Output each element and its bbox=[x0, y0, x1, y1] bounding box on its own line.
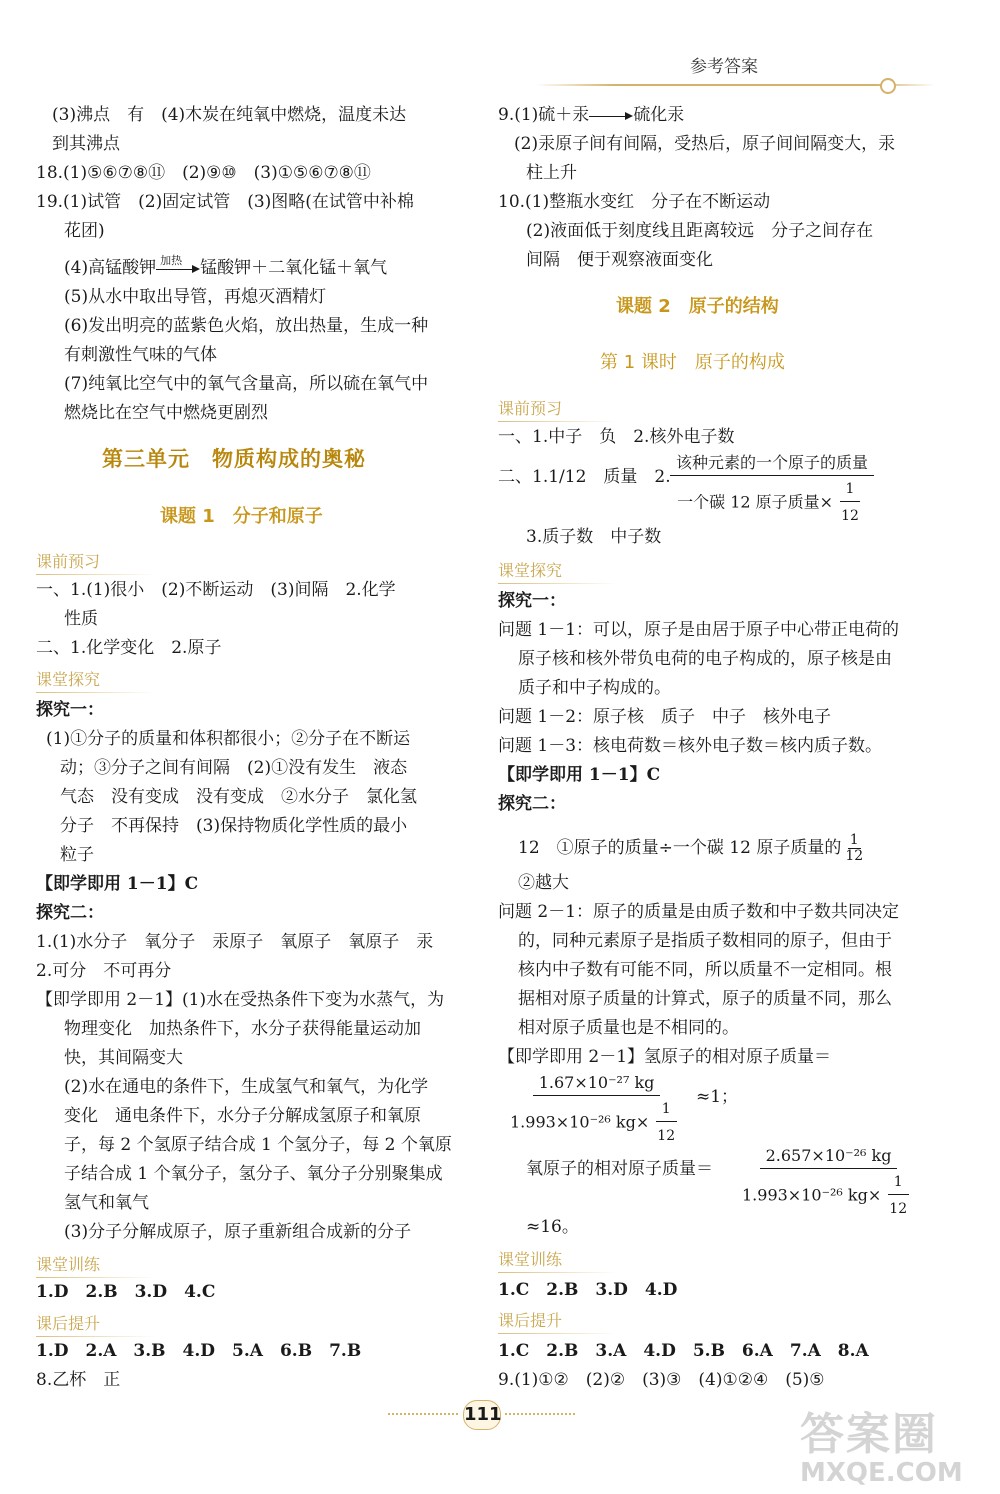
product: 硫化汞 bbox=[633, 105, 685, 125]
answer-line: 问题 1－1：可以，原子是由居于原子中心带正电荷的 bbox=[498, 620, 900, 640]
arrow-condition: 加热 bbox=[160, 253, 183, 267]
equation-line bbox=[64, 253, 388, 280]
explore-heading: 探究一： bbox=[498, 591, 566, 611]
answer-line: 18.(1)⑤⑥⑦⑧⑪ (2)⑨⑩ (3)①⑤⑥⑦⑧⑪ bbox=[36, 163, 371, 183]
section-label-train: 课堂训练 bbox=[36, 1255, 101, 1274]
answer-line: 二、1.1/12 质量 2. bbox=[498, 467, 671, 487]
answer-line: ②越大 bbox=[518, 873, 569, 893]
answer-line: 10.(1)整瓶水变红 分子在不断运动 bbox=[498, 192, 771, 212]
answer-line: (2)液面低于刻度线且距离较远 分子之间存在 bbox=[526, 221, 874, 241]
fraction-one-twelfth: $\frac{1}{12}$ bbox=[651, 1098, 681, 1148]
answer-line: 一、1.中子 负 2.核外电子数 bbox=[498, 427, 735, 447]
answer-line: 1.C 2.B 3.D 4.D bbox=[498, 1280, 678, 1300]
section-label-train: 课堂训练 bbox=[498, 1250, 563, 1269]
formula-denominator: 1.993×10⁻²⁶ kg× $\frac{1}{12}$ bbox=[504, 1096, 689, 1148]
section-divider bbox=[36, 574, 156, 575]
quick-use-answer: 【即学即用 1－1】C bbox=[36, 874, 199, 894]
products: 锰酸钾＋二氧化锰＋氧气 bbox=[200, 258, 388, 278]
formula-numerator: 该种元素的一个原子的质量 bbox=[670, 452, 874, 476]
quick-use-answer: 【即学即用 2－1】(1)水在受热条件下变为水蒸气，为 bbox=[36, 990, 445, 1010]
answer-line: 子，每 2 个氢原子结合成 1 个氢分子，每 2 个氧原 bbox=[64, 1135, 452, 1155]
page-number: 111 bbox=[463, 1400, 501, 1430]
explore-heading: 探究二： bbox=[498, 794, 566, 814]
unit-title: 第三单元 物质构成的奥秘 bbox=[102, 447, 366, 471]
fraction-one-twelfth: $\frac{1}{12}$ bbox=[883, 1171, 913, 1221]
section-divider bbox=[36, 1277, 156, 1278]
answer-line: 花团) bbox=[64, 221, 105, 241]
answer-line: 子结合成 1 个氧分子，氢分子、氧分子分别聚集成 bbox=[64, 1164, 443, 1184]
answer-line: 19.(1)试管 (2)固定试管 (3)图略(在试管中补棉 bbox=[36, 192, 414, 212]
answer-line: 物理变化 加热条件下，水分子获得能量运动加 bbox=[64, 1019, 421, 1039]
answer-line: (5)从水中取出导管，再熄灭酒精灯 bbox=[64, 287, 327, 307]
answer-line: 1.D 2.B 3.D 4.C bbox=[36, 1282, 216, 1302]
lesson-title: 课题 2 原子的结构 bbox=[616, 296, 779, 317]
formula-numerator: 1.67×10⁻²⁷ kg bbox=[533, 1072, 661, 1096]
answer-line: 有刺激性气味的气体 bbox=[64, 345, 217, 365]
answer-line: 动；③分子之间有间隔 (2)①没有发生 液态 bbox=[60, 758, 408, 778]
answer-line: 据相对原子质量的计算式，原子的质量不同，那么 bbox=[518, 989, 892, 1009]
answer-line: 快，其间隔变大 bbox=[64, 1048, 183, 1068]
answer-line: 原子核和核外带负电荷的电子构成的，原子核是由 bbox=[518, 649, 892, 669]
section-label-preview: 课前预习 bbox=[498, 399, 563, 418]
answer-line: (3)分子分解成原子，原子重新组合成新的分子 bbox=[64, 1222, 412, 1242]
reaction-arrow-icon bbox=[589, 109, 633, 123]
answer-line: (3)沸点 有 (4)木炭在纯氧中燃烧，温度未达 bbox=[52, 105, 407, 125]
section-label-explore: 课堂探究 bbox=[498, 561, 563, 580]
explore-heading: 探究二： bbox=[36, 903, 104, 923]
answer-line: 9.(1)①② (2)② (3)③ (4)①②④ (5)⑤ bbox=[498, 1370, 825, 1390]
section-divider bbox=[36, 692, 156, 693]
section-divider bbox=[498, 421, 618, 422]
answer-line: 8.乙杯 正 bbox=[36, 1370, 121, 1390]
header-ornament bbox=[880, 78, 896, 94]
answer-line: 2.可分 不可再分 bbox=[36, 961, 172, 981]
reaction-arrow-icon bbox=[156, 253, 200, 276]
answer-line: 燃烧比在空气中燃烧更剧烈 bbox=[64, 403, 268, 423]
lesson-title: 课题 1 分子和原子 bbox=[160, 506, 323, 527]
answer-line: (7)纯氧比空气中的氧气含量高，所以硫在氧气中 bbox=[64, 374, 429, 394]
answer-line: 到其沸点 bbox=[52, 134, 120, 154]
section-label-preview: 课前预习 bbox=[36, 552, 101, 571]
period-title: 第 1 课时 原子的构成 bbox=[600, 352, 785, 373]
section-divider bbox=[498, 1333, 618, 1334]
answer-line: 1.C 2.B 3.A 4.D 5.B 6.A 7.A 8.A bbox=[498, 1341, 869, 1361]
footer-dots-left bbox=[388, 1413, 458, 1417]
answer-line: 问题 2－1：原子的质量是由质子数和中子数共同决定 bbox=[498, 902, 900, 922]
answer-line: 质子和中子构成的。 bbox=[518, 678, 671, 698]
formula-result: ≈16。 bbox=[526, 1217, 579, 1237]
answer-line: 3.质子数 中子数 bbox=[526, 527, 662, 547]
answer-line: 氧原子的相对原子质量＝ bbox=[526, 1159, 713, 1179]
answer-line: (6)发出明亮的蓝紫色火焰，放出热量，生成一种 bbox=[64, 316, 429, 336]
fraction-one-twelfth: $\frac{1}{12}$ bbox=[835, 478, 865, 528]
answer-line: 柱上升 bbox=[526, 163, 577, 183]
header-rule bbox=[535, 84, 935, 86]
answer-line: 1.D 2.A 3.B 4.D 5.A 6.B 7.B bbox=[36, 1341, 362, 1361]
watermark-logo: 答案圈 MXQE.COM bbox=[800, 1409, 963, 1488]
answer-line: 气态 没有变成 没有变成 ②水分子 氯化氢 bbox=[60, 787, 417, 807]
answer-line: 核内中子数有可能不同，所以质量不一定相同。根 bbox=[518, 960, 892, 980]
section-divider bbox=[36, 1336, 156, 1337]
section-divider bbox=[498, 583, 618, 584]
answer-line: 相对原子质量也是不相同的。 bbox=[518, 1018, 739, 1038]
answer-line: (1)①分子的质量和体积都很小；②分子在不断运 bbox=[46, 729, 411, 749]
footer-dots-right bbox=[505, 1413, 575, 1417]
quick-use-answer: 【即学即用 2－1】氢原子的相对原子质量＝ bbox=[498, 1047, 832, 1067]
answer-line: 1.(1)水分子 氧分子 汞原子 氧原子 氧原子 汞 bbox=[36, 932, 434, 952]
hydrogen-formula bbox=[504, 1072, 689, 1148]
header-title: 参考答案 bbox=[690, 57, 758, 77]
quick-use-answer: 【即学即用 1－1】C bbox=[498, 765, 661, 785]
answer-line: (2)汞原子间有间隔，受热后，原子间间隔变大，汞 bbox=[514, 134, 896, 154]
answer-line: 一、1.(1)很小 (2)不断运动 (3)间隔 2.化学 bbox=[36, 580, 396, 600]
answer-line: 变化 通电条件下，水分子分解成氢原子和氧原 bbox=[64, 1106, 421, 1126]
section-label-after: 课后提升 bbox=[36, 1314, 101, 1333]
answer-line: 问题 1－2：原子核 质子 中子 核外电子 bbox=[498, 707, 832, 727]
section-divider bbox=[498, 1272, 618, 1273]
oxygen-formula bbox=[736, 1145, 921, 1221]
formula-numerator: 2.657×10⁻²⁶ kg bbox=[760, 1145, 898, 1169]
answer-line: 粒子 bbox=[60, 845, 94, 865]
section-label-after: 课后提升 bbox=[498, 1311, 563, 1330]
equation-line bbox=[498, 103, 684, 127]
answer-line: (2)水在通电的条件下，生成氢气和氧气，为化学 bbox=[64, 1077, 429, 1097]
formula-denominator: 1.993×10⁻²⁶ kg× $\frac{1}{12}$ bbox=[736, 1169, 921, 1221]
answer-line: 的，同种元素原子是指质子数相同的原子，但由于 bbox=[518, 931, 892, 951]
relative-mass-formula bbox=[670, 452, 874, 528]
answer-line: 性质 bbox=[64, 609, 98, 629]
formula-result: ≈1； bbox=[696, 1087, 739, 1107]
answer-line: 二、1.化学变化 2.原子 bbox=[36, 638, 222, 658]
reactants: 9.(1)硫＋汞 bbox=[498, 105, 590, 125]
answer-line: 问题 1－3：核电荷数＝核外电子数＝核内质子数。 bbox=[498, 736, 883, 756]
answer-line: 间隔 便于观察液面变化 bbox=[526, 250, 713, 270]
explore-heading: 探究一： bbox=[36, 700, 104, 720]
answer-line: 12 ①原子的质量÷一个碳 12 原子质量的 $\frac{1}{12}$ bbox=[518, 832, 864, 864]
fraction-one-twelfth: $\frac{1}{12}$ bbox=[845, 832, 864, 864]
reactant: (4)高锰酸钾 bbox=[64, 258, 157, 278]
answer-line: 分子 不再保持 (3)保持物质化学性质的最小 bbox=[60, 816, 408, 836]
formula-denominator: 一个碳 12 原子质量× $\frac{1}{12}$ bbox=[671, 476, 873, 528]
answer-line: 氢气和氧气 bbox=[64, 1193, 149, 1213]
section-label-explore: 课堂探究 bbox=[36, 670, 101, 689]
